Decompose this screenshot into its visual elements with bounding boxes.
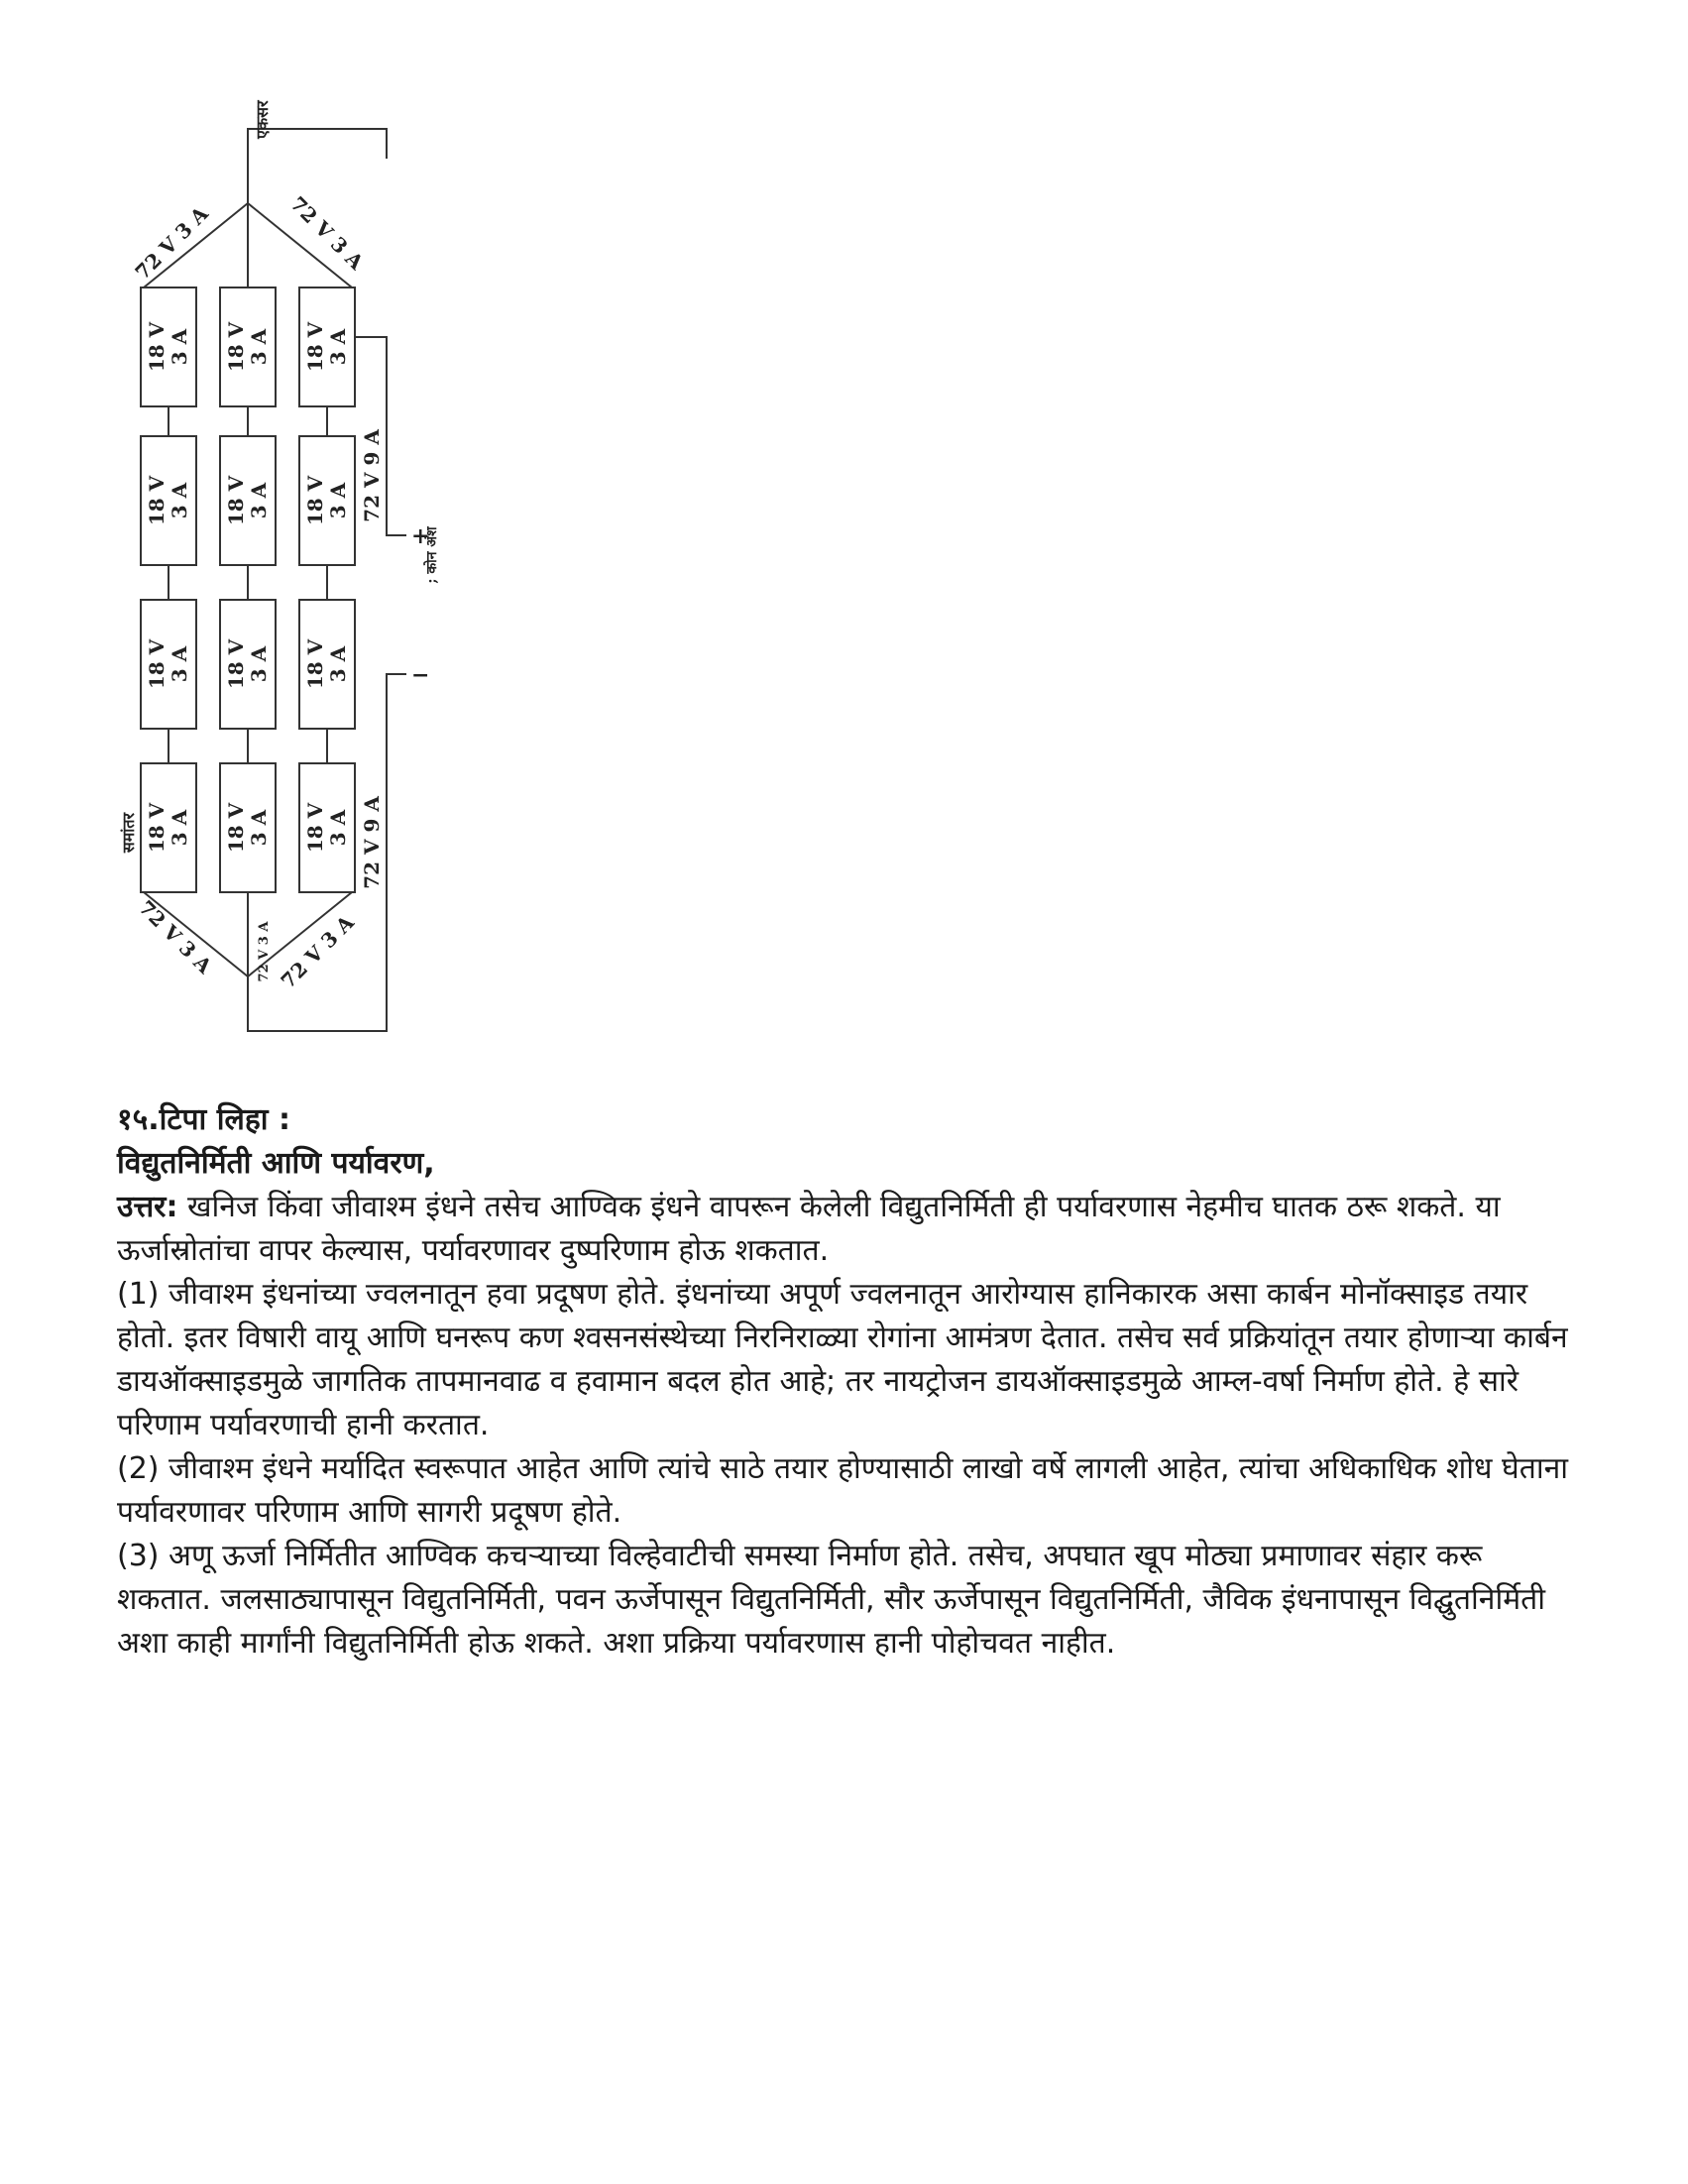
cell-current-label: 3 A [247,328,271,366]
cell-voltage-label: 18 V [145,638,169,690]
cell-voltage-label: 18 V [224,475,248,526]
branch-top-left-label: 72 V 3 A [130,201,213,285]
answer-label: उत्तर: [117,1190,178,1224]
plus-sign: + [411,523,430,549]
cell-current-label: 3 A [326,482,350,519]
point-2: (2) जीवाश्म इंधने मर्यादित स्वरूपात आहेत आणि त्यांचे साठे तयार होण्यासाठी लाखो वर्षे लागली आहेत, त्यांचा अधिकाधिक शोध घेताना पर्यावरणावर परिणाम आणि सागरी प्रदूषण होते. [117,1451,1569,1530]
point-3: (3) अणू ऊर्जा निर्मितीत आण्विक कचऱ्याच्या विल्हेवाटीची समस्या निर्माण होते. तसेच, अपघात खूप मोठ्या प्रमाणावर संहार करू शकतात. जलसाठ्यापासून विद्युतनिर्मिती, पवन ऊर्जेपासून विद्युतनिर्मिती, सौर ऊर्जेपासून विद्युतनिर्मिती, जैविक इंधनापासून विद्घुतनिर्मिती अशा काही मार्गांनी विद्युतनिर्मिती होऊ शकते. अशा प्रक्रिया पर्यावरणास हानी पोहोचवत नाहीत. [117,1539,1546,1661]
cell-current-label: 3 A [168,809,191,847]
cell-current-label: 3 A [168,645,191,683]
cell-voltage-label: 18 V [303,475,327,526]
cell-voltage-label: 18 V [303,321,327,373]
intro-text: खनिज किंवा जीवाश्म इंधने तसेच आण्विक इंधने वापरून केलेली विद्युतनिर्मिती ही पर्यावरणास नेहमीच घातक ठरू शकते. या ऊर्जास्रोतांचा वापर केल्यास, पर्यावरणावर दुष्परिणाम होऊ शकतात. [117,1190,1501,1268]
topic-title: विद्युतनिर्मिती आणि पर्यावरण, [117,1146,435,1181]
question-title: १५.टिपा लिहा : [117,1102,290,1137]
cell-voltage-label: 18 V [145,802,169,854]
article [117,1098,1584,1666]
cell-current-label: 3 A [326,809,350,847]
cell-current-label: 3 A [247,482,271,519]
cell-voltage-label: 18 V [303,638,327,690]
cell-current-label: 3 A [247,809,271,847]
left-label: समांतर [119,812,138,854]
cell-voltage-label: 18 V [303,802,327,854]
minus-sign: − [411,662,430,688]
cell-current-label: 3 A [326,645,350,683]
cell-current-label: 3 A [326,328,350,366]
cell-voltage-label: 18 V [224,802,248,854]
cell-current-label: 3 A [168,482,191,519]
circuit-wires [144,129,406,1031]
branch-top-right-label: 72 V 3 A [285,191,369,275]
cell-voltage-label: 18 V [224,321,248,373]
total-upper-label: 72 V 9 A [360,429,384,522]
branch-bottom-left-label: 72 V 3 A [134,895,217,978]
branch-bottom-mid-label: 72 V 3 A [257,921,272,982]
cell-voltage-label: 18 V [145,321,169,373]
cell-current-label: 3 A [168,328,191,366]
cell-current-label: 3 A [247,645,271,683]
cell-voltage-label: 18 V [224,638,248,690]
top-label: एकसर [253,100,272,139]
total-lower-label: 72 V 9 A [360,796,384,889]
cell-voltage-label: 18 V [145,475,169,526]
intro-paragraph [117,1186,1584,1273]
solar-cell-circuit-diagram [99,79,515,1071]
point-1: (1) जीवाश्म इंधनांच्या ज्वलनातून हवा प्रदूषण होते. इंधनांच्या अपूर्ण ज्वलनातून आरोग्यास हानिकारक असा कार्बन मोनॉक्साइड तयार होतो. इतर विषारी वायू आणि घनरूप कण श्वसनसंस्थेच्या निरनिराळ्या रोगांना आमंत्रण देतात. तसेच सर्व प्रक्रियांतून तयार होणाऱ्या कार्बन डायऑक्साइडमुळे जागतिक तापमानवाढ व हवामान बदल होत आहे; तर नायट्रोजन डायऑक्साइडमुळे आम्ल-वर्षा निर्माण होते. हे सारे परिणाम पर्यावरणाची हानी करतात. [117,1277,1568,1442]
branch-bottom-right-label: 72 V 3 A [276,910,359,993]
side-marker-label: ; कोन अंश [424,526,440,584]
